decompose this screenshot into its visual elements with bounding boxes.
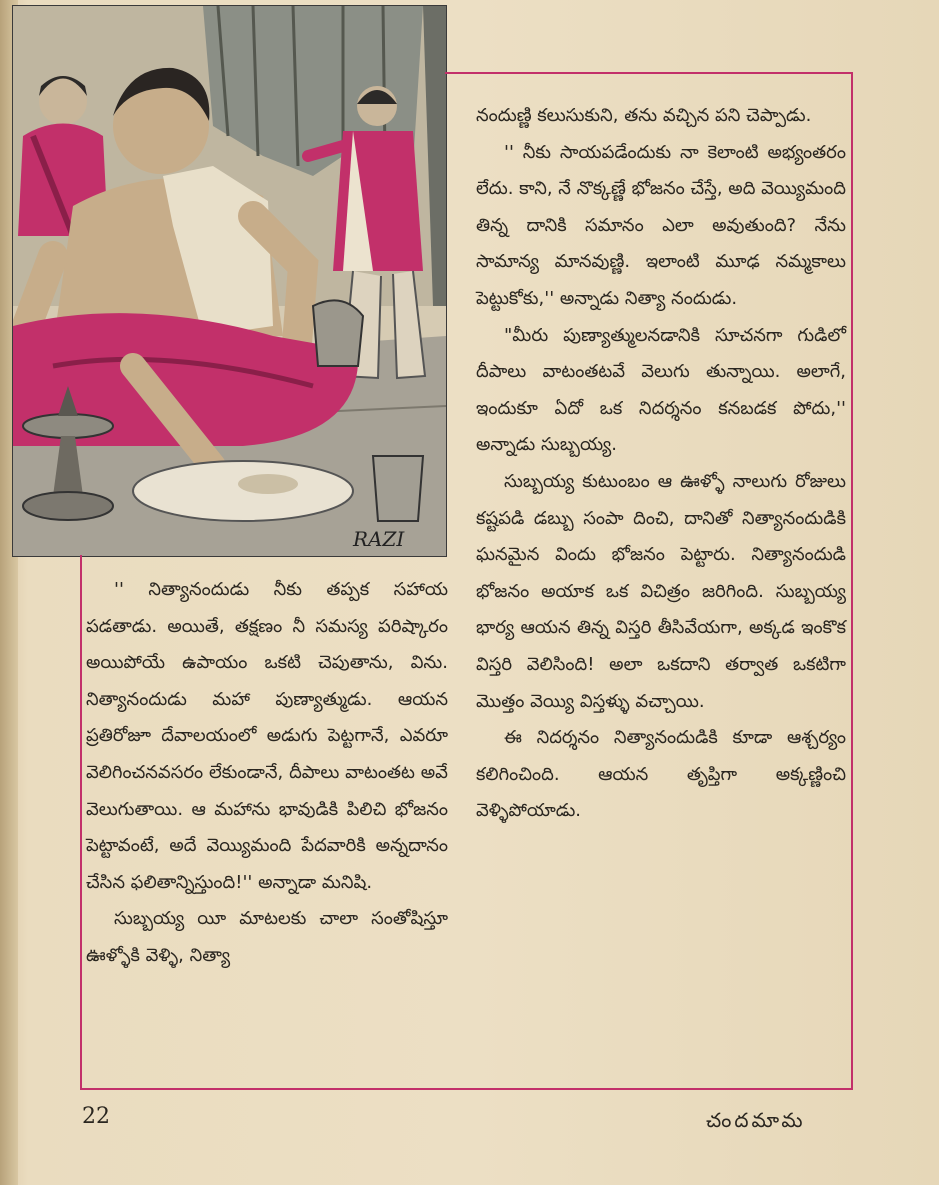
- right-text-column: [476, 98, 846, 830]
- magazine-title: చందమామ: [706, 1108, 806, 1132]
- paragraph: '' నిత్యానందుడు నీకు తప్పక సహాయ పడతాడు. అయితే, తక్షణం నీ సమస్య పరిష్కారం అయిపోయే ఉపాయం ఒకటి చెపుతాను, విను. నిత్యానందుడు మహా పుణ్యాత్ముడు. ఆయన ప్రతిరోజూ దేవాలయంలో అడుగు పెట్టగానే, ఎవరూ వెలిగించనవసరం లేకుండానే, దీపాలు వాటంతట అవే వెలుగుతాయి. ఆ మహాను భావుడికి పిలిచి భోజనం పెట్టావంటే, అదే వెయ్యిమంది పేదవారికి అన్నదానం చేసిన ఫలితాన్నిస్తుంది!'' అన్నాడా మనిషి.: [86, 579, 448, 893]
- paragraph: సుబ్బయ్య యీ మాటలకు చాలా సంతోషిస్తూ ఊళ్ళోకి వెళ్ళి, నిత్యా: [86, 908, 448, 966]
- paragraph: ఈ నిదర్శనం నిత్యానందుడికి కూడా ఆశ్చర్యం కలిగించింది. ఆయన తృప్తిగా అక్కణ్ణించి వెళ్ళిపోయాడు.: [476, 727, 846, 822]
- paragraph: నందుణ్ణి కలుసుకుని, తను వచ్చిన పని చెప్పాడు.: [476, 105, 812, 126]
- frame-border-right: [851, 72, 853, 1090]
- paragraph: "మీరు పుణ్యాత్ములనడానికి సూచనగా గుడిలో దీపాలు వాటంతటవే వెలుగు తున్నాయి. అలాగే, ఇందుకూ ఏదో ఒక నిదర్శనం కనబడక పోదు,'' అన్నాడు సుబ్బయ్య.: [476, 324, 846, 456]
- frame-border-left: [80, 555, 82, 1090]
- frame-border-bottom: [80, 1088, 853, 1090]
- paragraph: '' నీకు సాయపడేందుకు నా కెలాంటి అభ్యంతరం లేదు. కాని, నే నొక్కణ్ణే భోజనం చేస్తే, అది వెయ్యిమంది తిన్న దానికి సమానం ఎలా అవుతుంది? నేను సామాన్య మానవుణ్ణి. ఇలాంటి మూఢ నమ్మకాలు పెట్టుకోకు,'' అన్నాడు నిత్యా నందుడు.: [476, 141, 846, 309]
- artist-signature: RAZI: [353, 527, 405, 551]
- paragraph: సుబ్బయ్య కుటుంబం ఆ ఊళ్ళో నాలుగు రోజులు కష్టపడి డబ్బు సంపా దించి, దానితో నిత్యానందుడికి ఘనమైన విందు భోజనం పెట్టారు. నిత్యానందుడి భోజనం అయాక ఒక విచిత్రం జరిగింది. సుబ్బయ్య భార్య ఆయన తిన్న విస్తరి తీసివేయగా, అక్కడ ఇంకొక విస్తరి వెలిసింది! అలా ఒకదాని తర్వాత ఒకటిగా మొత్తం వెయ్యి విస్తళ్ళు వచ్చాయి.: [476, 470, 846, 712]
- story-illustration: [12, 5, 447, 557]
- page-number: 22: [82, 1104, 110, 1129]
- left-text-column: [86, 572, 448, 975]
- frame-border-top: [445, 72, 853, 74]
